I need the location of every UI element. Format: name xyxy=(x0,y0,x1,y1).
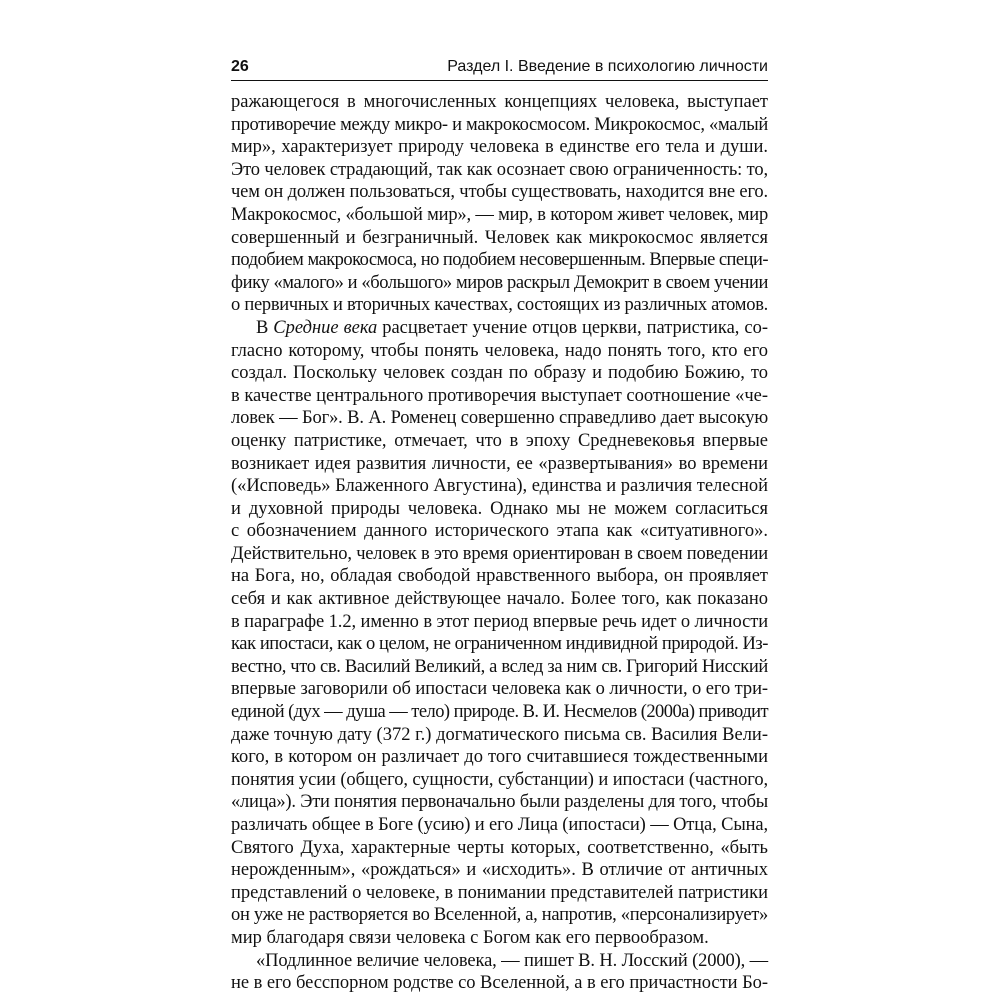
text-line: создал. Поскольку человек создан по образу и подобию Божию, то xyxy=(231,363,768,384)
text-line: противоречие между микро- и макрокосмосом. Микрокосмос, «малый xyxy=(231,114,769,135)
text-line: различать общее в Боге (усию) и его Лица (ипостаси) — Отца, Сына, xyxy=(231,815,768,835)
text-line: («Исповедь» Блаженного Августина), единства и различия телесной xyxy=(231,476,768,497)
text-line: Святого Духа, характерные черты которых, соответственно, «быть xyxy=(231,837,768,858)
text-segment: расцветает учение отцов церкви, патристика, со- xyxy=(377,317,768,338)
text-line: единой (дух — душа — тело) природе. В. И. Несмелов (2000а) приводит xyxy=(231,702,768,723)
text-line: о первичных и вторичных качествах, состоящих из различных атомов. xyxy=(231,295,769,316)
text-line: впервые заговорили об ипостаси человека как о личности, о его три- xyxy=(231,679,769,700)
text-line: совершенный и безграничный. Человек как микрокосмос является xyxy=(231,227,768,248)
text-line: даже точную дату (372 г.) догматического письма св. Василия Вели- xyxy=(231,724,768,745)
body-text xyxy=(231,91,768,995)
text-segment: В xyxy=(256,317,274,338)
text-line: ражающегося в многочисленных концепциях человека, выступает xyxy=(231,92,768,112)
text-line: фику «малого» и «большого» миров раскрыл Демокрит в своем учении xyxy=(231,272,768,293)
text-line: и духовной природы человека. Однако мы не можем согласиться xyxy=(231,498,768,519)
text-line: кого, в котором он различает до того считавшиеся тождественными xyxy=(231,747,768,768)
text-line: возникает идея развития личности, ее «развертывания» во времени xyxy=(231,453,768,474)
text-line xyxy=(231,317,768,340)
text-line: Это человек страдающий, так как осознает свою ограниченность: то, xyxy=(231,159,769,180)
text-line: мир благодаря связи человека с Богом как его первообразом. xyxy=(231,927,709,948)
text-line: себя и как активное действующее начало. Более того, как показано xyxy=(231,589,768,610)
text-line: не в его бесспорном родстве со Вселенной, а в его причастности Бо- xyxy=(231,973,768,994)
text-line: Действительно, человек в это время ориентирован в своем поведении xyxy=(231,543,768,564)
text-line: вестно, что св. Василий Великий, а вслед за ним св. Григорий Нисский xyxy=(231,656,768,677)
text-line: «лица»). Эти понятия первоначально были разделены для того, чтобы xyxy=(231,792,768,813)
text-line: подобием макрокосмоса, но подобием несовершенным. Впервые специ- xyxy=(231,250,769,271)
page-header xyxy=(231,56,768,81)
text-line: представлений о человеке, в понимании представителей патристики xyxy=(231,882,768,903)
text-line: оценку патристике, отмечает, что в эпоху Средневековья впервые xyxy=(231,430,768,451)
text-line: мир», характеризует природу человека в единстве его тела и души. xyxy=(231,137,768,158)
text-line: понятия усии (общего, сущности, субстанции) и ипостаси (частного, xyxy=(231,769,769,790)
text-line: гласно которому, чтобы понять человека, надо понять того, кто его xyxy=(231,340,768,361)
text-line: он уже не растворяется во Вселенной, а, напротив, «персонализирует» xyxy=(231,905,768,926)
text-line: в параграфе 1.2, именно в этот период впервые речь идет о личности xyxy=(231,611,768,632)
text-line: с обозначением данного исторического этапа как «ситуативного». xyxy=(231,521,768,542)
text-line: чем он должен пользоваться, чтобы существовать, находится вне его. xyxy=(231,182,769,203)
text-line: Макрокосмос, «большой мир», — мир, в котором живет человек, мир xyxy=(231,204,768,225)
italic-term: Средние века xyxy=(273,317,378,338)
text-line: ловек — Бог». В. А. Роменец совершенно справедливо дает высокую xyxy=(231,408,769,429)
text-line: как ипостаси, как о целом, не ограниченном индивидной природой. Из- xyxy=(231,634,769,655)
running-head: Раздел I. Введение в психологию личности xyxy=(447,58,768,75)
text-line: в качестве центрального противоречия выступает соотношение «че- xyxy=(231,385,768,406)
text-line: нерожденным», «рождаться» и «исходить». В отличие от античных xyxy=(231,860,768,881)
text-line: на Бога, но, обладая свободой нравственного выбора, он проявляет xyxy=(231,566,768,587)
page-number: 26 xyxy=(231,58,249,75)
text-line: «Подлинное величие человека, — пишет В. Н. Лосский (2000), — xyxy=(256,950,769,971)
